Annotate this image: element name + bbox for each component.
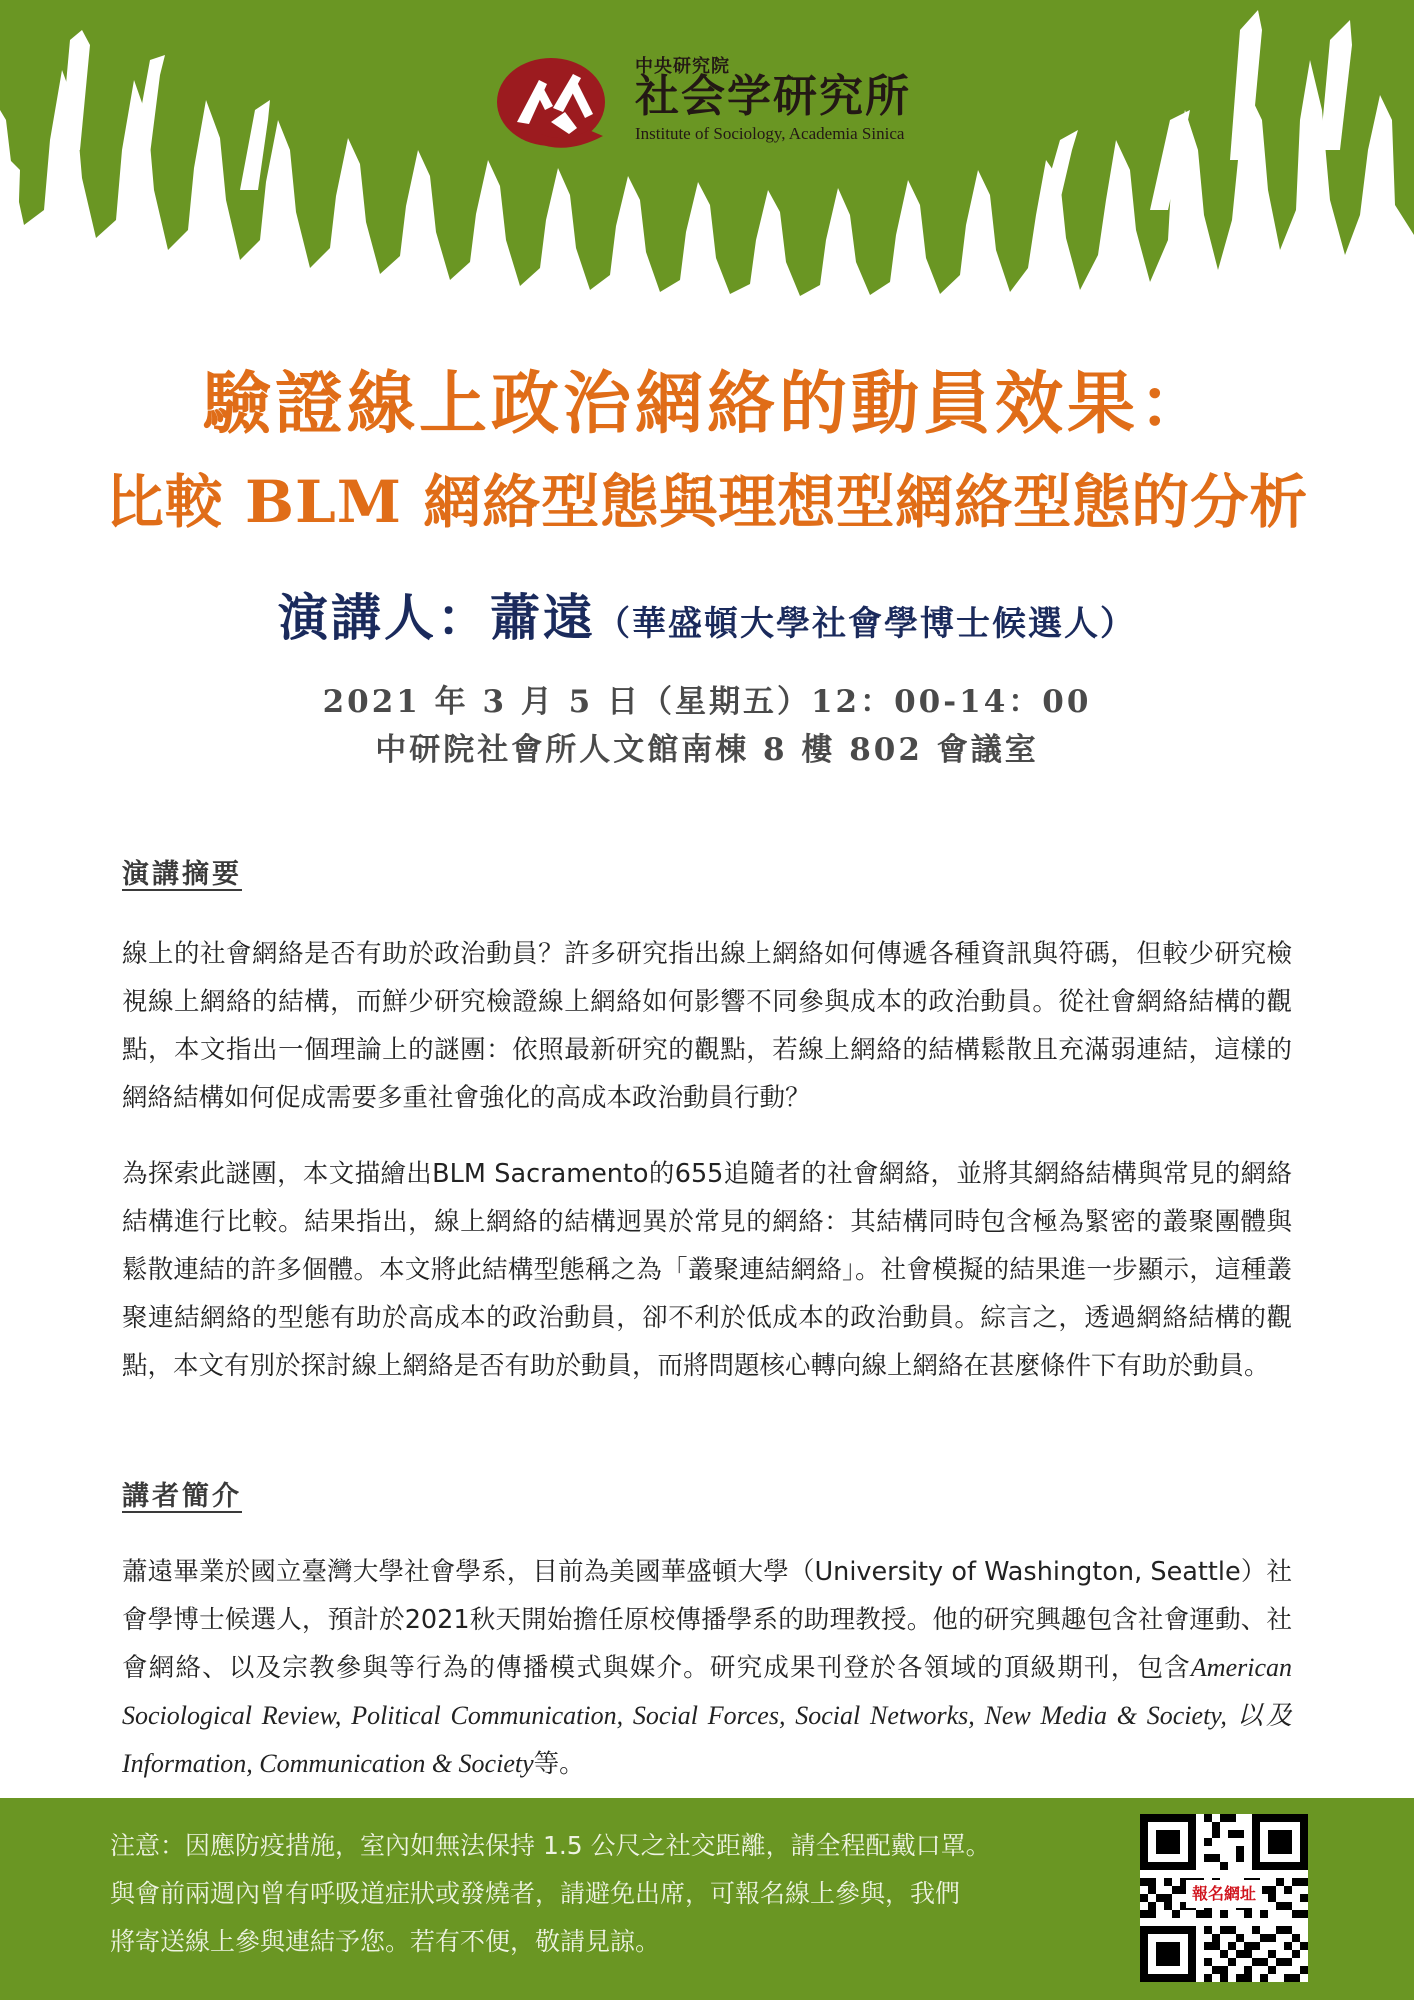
speaker-name: 演講人：蕭遠	[278, 588, 596, 647]
event-title-line1: 驗證線上政治網絡的動員效果：	[202, 364, 1211, 444]
speaker-affiliation: （華盛頓大學社會學博士候選人）	[596, 604, 1136, 644]
speaker-line	[0, 578, 1414, 650]
event-location: 中研院社會所人文館南棟 8 樓 802 會議室	[375, 732, 1039, 768]
logo-org-small: 中央研究院	[635, 56, 730, 77]
notice-line-3: 將寄送線上參與連結予您。若有不便，敬請見諒。	[110, 1927, 661, 1956]
abstract-paragraph-1: 線上的社會網絡是否有助於政治動員？許多研究指出線上網絡如何傳遞各種資訊與符碼，但較少研究檢視線上網絡的結構，而鮮少研究檢證線上網絡如何影響不同參與成本的政治動員。從社會網絡結構的觀點，本文指出一個理論上的謎團：依照最新研究的觀點，若線上網絡的結構鬆散且充滿弱連結，這樣的網絡結構如何促成需要多重社會強化的高成本政治動員行動？	[122, 939, 1292, 1113]
header-banner	[0, 0, 1414, 300]
institute-logo	[495, 50, 925, 150]
bio-paragraph	[122, 1548, 1292, 1788]
bio-text-end: 等。	[533, 1749, 585, 1779]
logo-org-english: Institute of Sociology, Academia Sinica	[635, 124, 905, 143]
logo-org-name: 社会学研究所	[635, 71, 911, 122]
footer-notice-bar	[0, 1798, 1414, 2000]
abstract-paragraph-2: 為探索此謎團，本文描繪出BLM Sacramento的655追隨者的社會網絡，並將其網絡結構與常見的網絡結構進行比較。結果指出，線上網絡的結構迥異於常見的網絡：其結構同時包含極為緊密的叢聚團體與鬆散連結的許多個體。本文將此結構型態稱之為「叢聚連結網絡」。社會模擬的結果進一步顯示，這種叢聚連結網絡的型態有助於高成本的政治動員，卻不利於低成本的政治動員。綜言之，透過網絡結構的觀點，本文有別於探討線上網絡是否有助於動員，而將問題核心轉向線上網絡在甚麼條件下有助於動員。	[122, 1159, 1292, 1381]
notice-line-1: 注意：因應防疫措施，室內如無法保持 1.5 公尺之社交距離，請全程配戴口罩。	[110, 1831, 991, 1860]
event-datetime: 2021 年 3 月 5 日（星期五）12：00-14：00	[322, 684, 1092, 720]
abstract-heading: 演講摘要	[122, 859, 242, 890]
notice-line-2: 與會前兩週內曾有呼吸道症狀或發燒者，請避免出席，可報名線上參與，我們	[110, 1879, 961, 1908]
event-title-line2: 比較 BLM 網絡型態與理想型網絡型態的分析	[105, 468, 1309, 536]
bio-journals: American Sociological Review, Political Communication, Social Forces, Social Networks, New Media & Society, 以及 Information, Communication & Society	[122, 1653, 1292, 1778]
bio-text: 蕭遠畢業於國立臺灣大學社會學系，目前為美國華盛頓大學（University of Washington, Seattle）社會學博士候選人，預計於2021秋天開始擔任原校傳播學系的助理教授。他的研究興趣包含社會運動、社會網絡、以及宗教參與等行為的傳播模式與媒介。研究成果刊登於各領域的頂級期刊，包含	[122, 1557, 1292, 1683]
qr-label: 報名網址	[1186, 1880, 1262, 1908]
bio-heading: 講者簡介	[122, 1481, 242, 1512]
crowd-silhouette-graphic	[0, 0, 1414, 300]
covid-notice	[110, 1822, 1110, 1966]
institute-emblem-icon	[495, 50, 621, 150]
